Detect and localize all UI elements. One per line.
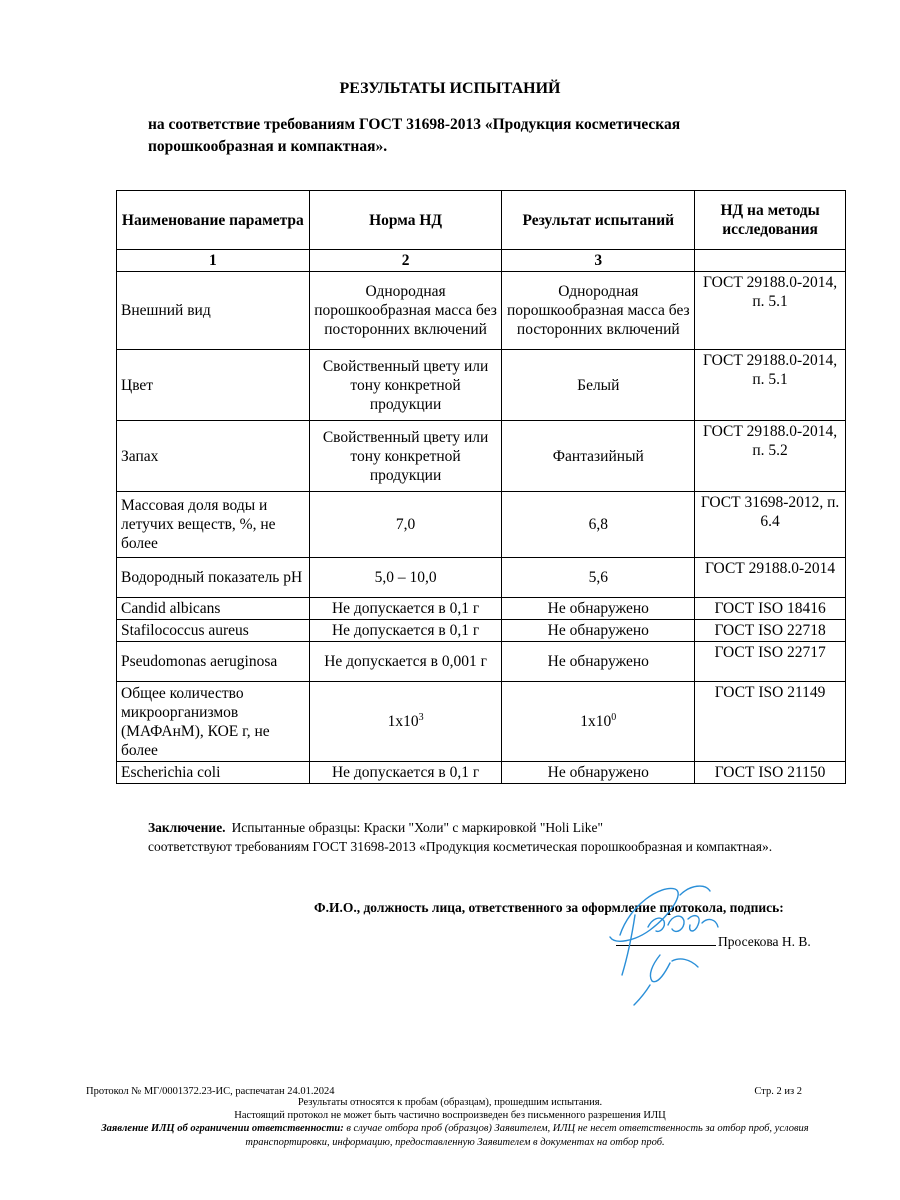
cell-param: Запах — [117, 421, 310, 492]
cell-norm: Однородная порошкообразная масса без посторонних включений — [309, 272, 502, 350]
cell-norm: Не допускается в 0,1 г — [309, 762, 502, 784]
result-value-base: 1x10 — [580, 713, 612, 730]
cell-param: Pseudomonas aeruginosa — [117, 642, 310, 682]
result-value-exponent: 0 — [611, 711, 617, 723]
footer-note-1: Результаты относятся к пробам (образцам), прошедшим испытания. — [297, 1097, 603, 1108]
cell-method: ГОСТ ISO 18416 — [695, 598, 846, 620]
cell-method: ГОСТ ISO 21149 — [695, 682, 846, 762]
disclaimer-label: Заявление ИЛЦ об ограничении ответственности: — [101, 1123, 344, 1134]
table-row — [117, 762, 846, 784]
col-number — [695, 250, 846, 272]
norm-value-base: 1x10 — [387, 713, 419, 730]
table-row — [117, 350, 846, 421]
results-table — [116, 190, 846, 784]
liability-disclaimer — [100, 1122, 810, 1150]
cell-norm: 7,0 — [309, 492, 502, 558]
cell-param: Массовая доля воды и летучих веществ, %, не более — [117, 492, 310, 558]
conclusion-block — [148, 818, 848, 856]
cell-method: ГОСТ 29188.0-2014, п. 5.2 — [695, 421, 846, 492]
document-subtitle: на соответствие требованиям ГОСТ 31698-2013 «Продукция косметическая порошкообразная и компактная». — [148, 116, 681, 155]
disclaimer-text: в случае отбора проб (образцов) Заявителем, ИЛЦ не несет ответственность за отбор проб, условия транспортировки, информацию, предоставленную Заявителем в документах на отбор проб. — [245, 1123, 809, 1148]
cell-method: ГОСТ 29188.0-2014, п. 5.1 — [695, 350, 846, 421]
header-result: Результат испытаний — [502, 191, 695, 250]
cell-method: ГОСТ ISO 21150 — [695, 762, 846, 784]
cell-method: ГОСТ 31698-2012, п. 6.4 — [695, 492, 846, 558]
conclusion-text-1: Испытанные образцы: Краски "Холи" с маркировкой "Holi Like" — [231, 820, 603, 835]
cell-norm: 5,0 – 10,0 — [309, 558, 502, 598]
cell-result: Белый — [502, 350, 695, 421]
table-row — [117, 492, 846, 558]
cell-norm: Не допускается в 0,1 г — [309, 598, 502, 620]
table-row — [117, 620, 846, 642]
cell-result: Не обнаружено — [502, 762, 695, 784]
cell-param: Stafilococcus aureus — [117, 620, 310, 642]
table-row — [117, 642, 846, 682]
cell-result: Не обнаружено — [502, 642, 695, 682]
protocol-info: Протокол № МГ/0001372.23-ИС, распечатан 24.01.2024 — [86, 1086, 335, 1097]
conclusion-text-2: соответствуют требованиям ГОСТ 31698-2013 «Продукция косметическая порошкообразная и компактная». — [148, 839, 773, 854]
cell-result: Однородная порошкообразная масса без посторонних включений — [502, 272, 695, 350]
signature-label: Ф.И.О., должность лица, ответственного за оформление протокола, подпись: — [314, 900, 784, 915]
table-row — [117, 272, 846, 350]
cell-result: Фантазийный — [502, 421, 695, 492]
header-norm: Норма НД — [309, 191, 502, 250]
page-number: Стр. 2 из 2 — [754, 1086, 802, 1097]
header-methods: НД на методы исследования — [695, 191, 846, 250]
cell-result — [502, 682, 695, 762]
cell-method: ГОСТ 29188.0-2014, п. 5.1 — [695, 272, 846, 350]
cell-param: Escherichia coli — [117, 762, 310, 784]
signatory-name: Просекова Н. В. — [718, 934, 811, 949]
cell-param: Цвет — [117, 350, 310, 421]
conclusion-label: Заключение. — [148, 820, 226, 835]
col-number: 3 — [502, 250, 695, 272]
cell-norm: Не допускается в 0,1 г — [309, 620, 502, 642]
cell-result: Не обнаружено — [502, 620, 695, 642]
table-header-row — [117, 191, 846, 250]
handwritten-signature-icon — [590, 875, 740, 1010]
header-param: Наименование параметра — [117, 191, 310, 250]
cell-method: ГОСТ ISO 22718 — [695, 620, 846, 642]
col-number: 1 — [117, 250, 310, 272]
cell-method: ГОСТ 29188.0-2014 — [695, 558, 846, 598]
cell-param: Внешний вид — [117, 272, 310, 350]
cell-result: Не обнаружено — [502, 598, 695, 620]
conclusion-line-1 — [148, 818, 848, 837]
cell-result: 6,8 — [502, 492, 695, 558]
col-number: 2 — [309, 250, 502, 272]
cell-norm: Свойственный цвету или тону конкретной продукции — [309, 421, 502, 492]
cell-param: Водородный показатель pH — [117, 558, 310, 598]
cell-method: ГОСТ ISO 22717 — [695, 642, 846, 682]
column-number-row — [117, 250, 846, 272]
table-row — [117, 598, 846, 620]
cell-param: Candid albicans — [117, 598, 310, 620]
footer-note-2: Настоящий протокол не может быть частично воспроизведен без письменного разрешения ИЛЦ — [234, 1110, 666, 1121]
norm-value-exponent: 3 — [418, 711, 424, 723]
table-row — [117, 682, 846, 762]
document-title: РЕЗУЛЬТАТЫ ИСПЫТАНИЙ — [339, 80, 561, 97]
cell-norm: Не допускается в 0,001 г — [309, 642, 502, 682]
cell-param: Общее количество микроорганизмов (МАФАнМ), КОЕ г, не более — [117, 682, 310, 762]
cell-norm: Свойственный цвету или тону конкретной продукции — [309, 350, 502, 421]
cell-result: 5,6 — [502, 558, 695, 598]
table-row — [117, 558, 846, 598]
cell-norm — [309, 682, 502, 762]
table-row — [117, 421, 846, 492]
